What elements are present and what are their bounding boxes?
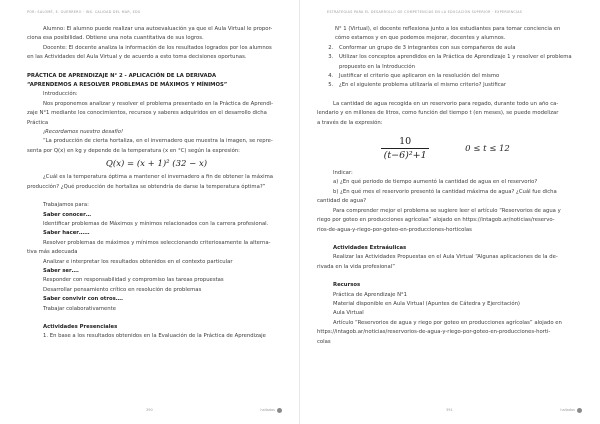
paragraph: Realizar las Actividades Propuestas en el Aula Virtual “Algunas aplicaciones de la de- [333,254,558,261]
domain-range: 0 ≤ t ≤ 12 [465,144,510,155]
paragraph: zaje N°1 mediante los conocimientos, recursos y saberes adquiridos en el desarrollo dicha [27,110,267,117]
right-footer [300,406,600,414]
list-item: 4. Justificar el criterio que aplicaron en la resolución del mismo [335,72,574,81]
list-item: 3. Utilizar los conceptos aprendidos en la Práctica de Aprendizaje 1 y resolver el problema propuesto en la Introducción [335,53,574,72]
list-item: Desarrollar pensamiento crítico en resolución de problemas [43,286,202,293]
resource-item: colas [317,338,331,345]
left-footer [0,406,300,414]
list-item: 2. Conformar un grupo de 3 integrantes con sus compañeros de aula [335,44,574,53]
list-item: Identificar problemas de Máximos y mínimos relacionados con la carrera profesional. [43,220,269,227]
activity-list [317,25,574,91]
indicate-label: Indicar: [333,170,353,177]
activity-item: 1. En base a los resultados obtenidos en la Evaluación de la Práctica de Aprendizaje [43,333,266,340]
brand-logo-icon [577,408,582,413]
section-subtitle: “APRENDEMOS A RESOLVER PROBLEMAS DE MÁXIMOS Y MÍNIMOS” [27,82,228,89]
fraction [381,136,429,162]
list-item: Responder con responsabilidad y compromiso las tareas propuestas [43,277,224,284]
running-head-right: ESTRATEGIAS PARA EL DESARROLLO DE COMPETENCIAS EN LA EDUCACIÓN SUPERIOR · EXPERIENCIAS [327,10,523,14]
work-for-label: Trabajamos para: [43,202,89,209]
brand-logo-icon [277,408,282,413]
resource-item: Práctica de Aprendizaje N°1 [333,291,408,298]
paragraph: riego por goteo en producciones agrícolas” alojado en https://intagob.ar/noticias/reservo- [317,217,555,224]
water-formula [317,132,574,166]
fraction-numerator: 10 [399,136,412,148]
publisher-brand [260,406,282,414]
intro-label: Introducción: [43,91,78,98]
practice-heading [27,72,286,91]
question: b) ¿En qué mes el reservorio presentó la cantidad máxima de agua? ¿Cuál fue dicha [333,188,557,195]
question: a) ¿En qué periodo de tiempo aumentó la cantidad de agua en el reservorio? [333,179,538,186]
production-formula: Q(x) = (x + 1)² (32 − x) [105,159,208,170]
section-title: PRÁCTICA DE APRENDIZAJE N° 2 - APLICACIÓN DE LA DERIVADA [27,72,217,79]
resource-item: Material disponible en Aula Virtual (Apuntes de Cátedra y Ejercitación) [333,300,520,307]
publisher-brand [560,406,582,414]
saber-hacer-heading: Saber hacer…… [43,230,90,237]
saber-conocer-heading: Saber conocer… [43,211,92,218]
list-item: 5. ¿En el siguiente problema utilizaría el mismo criterio? Justificar [335,81,574,90]
paragraph: lendario y en millones de litros, como función del tiempo t (en meses), se puede modelizar [317,110,559,117]
brand-label: hallados [260,408,275,412]
paragraph: en las Actividades del Aula Virtual y de acuerdo a esto toma decisiones oportunas. [27,54,247,61]
paragraph: rios-de-agua-y-riego-por-goteo-en-producciones-horticolas [317,226,472,233]
question: cantidad de agua? [317,198,367,205]
paragraph: Práctica [27,119,49,126]
quote: senta por Q(x) en kg y depende de la temperatura (x en °C) según la expresión: [27,147,240,154]
list-item: Analizar e interpretar los resultados obtenidos en el contexto particular [43,258,233,265]
activities-heading: Actividades Presenciales [43,323,118,330]
paragraph: rivada en la vida profesional” [317,263,395,270]
left-body [27,25,286,342]
saber-ser-heading: Saber ser…. [43,267,79,274]
page-number: 391 [446,408,453,412]
brand-label: hallados [560,408,575,412]
page-number: 390 [146,408,153,412]
resource-item: https://intagob.ar/noticias/reservorios-de-agua-y-riego-por-goteo-en-producciones-horti- [317,329,551,336]
resource-item: Artículo “Reservorios de agua y riego por goteo en producciones agrícolas” alojado en [333,319,562,326]
paragraph: Alumno: El alumno puede realizar una autoevaluación ya que el Aula Virtual le propor- [43,26,273,32]
paragraph: Para comprender mejor el problema se sugiere leer el artículo “Reservorios de agua y [333,207,561,214]
paragraph: a través de la expresión: [317,119,383,126]
paragraph: Nos proponemos analizar y resolver el problema presentado en la Práctica de Aprendi- [43,100,274,107]
list-item: tiva más adecuada [27,249,78,256]
resource-item: Aula Virtual [333,310,364,317]
resources-heading: Recursos [333,282,361,289]
saber-convivir-heading: Saber convivir con otros…. [43,296,124,303]
paragraph: Docente: El docente analiza la información de los resultados logrados por los alumnos [43,44,272,51]
right-page [300,0,600,424]
question: ¿Cuál es la temperatura óptima a mantener el invernadero a fin de obtener la máxima [43,174,273,181]
extra-activities-heading: Actividades Extraáulicas [333,244,407,251]
quote: “La producción de cierta hortaliza, en el invernadero que muestra la imagen, se repre- [43,138,273,145]
question: producción? ¿Qué producción de hortaliza se obtendría de darse la temperatura óptima?” [27,183,266,190]
recall-line: ¡Recordamos nuestro desafío! [43,129,124,136]
fraction-denominator: (t−6)²+1 [383,150,427,162]
paragraph: ciona esa posibilidad. Obtiene una nota cuantitativa de sus logros. [27,35,204,42]
paragraph: La cantidad de agua recogida en un reservorio para regado, durante todo un año ca- [333,100,559,107]
list-item: N° 1 (Virtual), el docente reflexiona junto a los estudiantes para tomar conciencia en cómo estamos y en que podemos mejorar, docentes y alumnos. [335,26,561,42]
running-head-left: POR: SALOMÉ, E. GUERRERO · INS. CALIDAD DEL MAR, EDU [27,10,141,14]
list-item: Trabajar colaborativamente [43,305,117,312]
right-body [317,25,574,347]
list-item: Resolver problemas de máximos y mínimos seleccionando criteriosamente la alterna- [43,239,271,246]
